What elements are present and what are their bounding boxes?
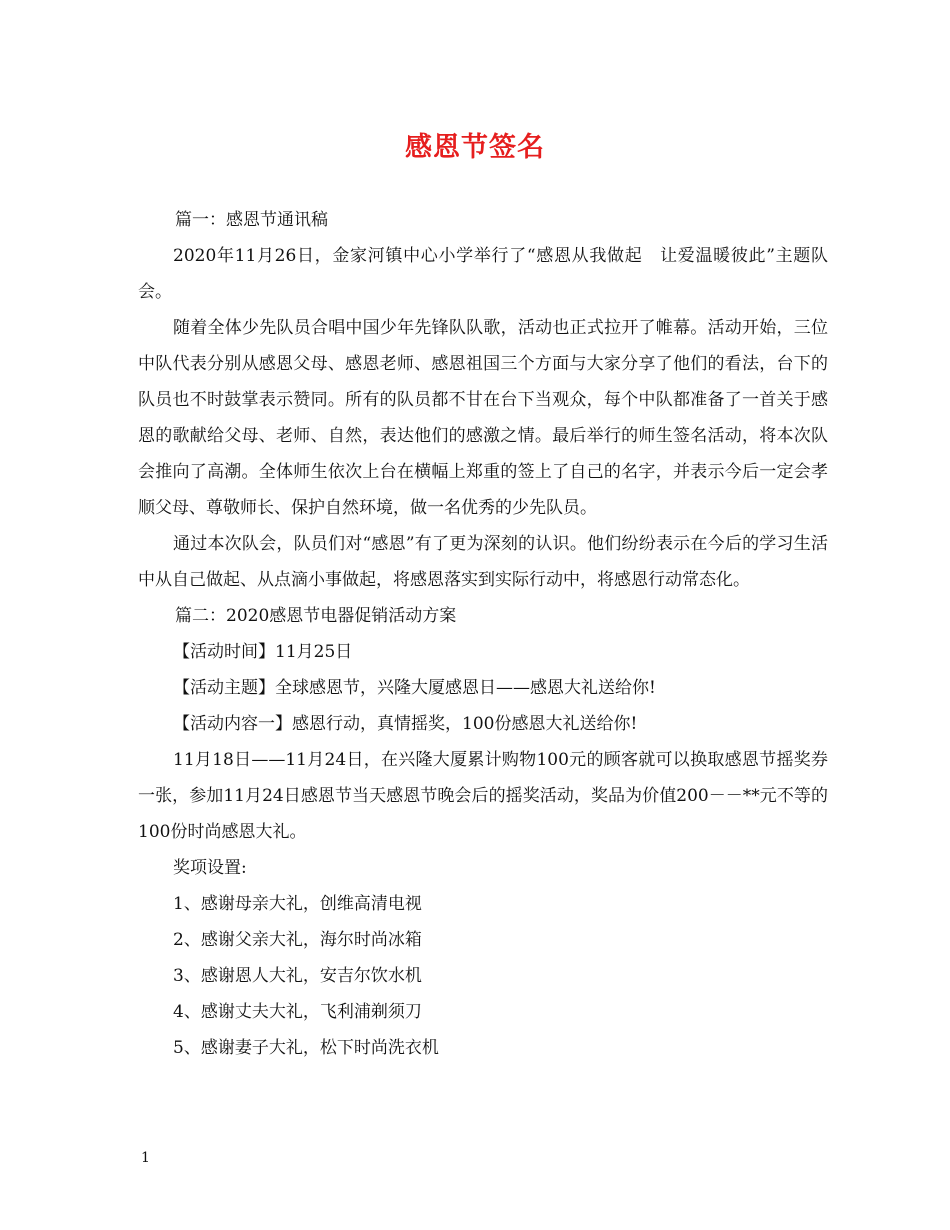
- paragraph: 2020年11月26日，金家河镇中心小学举行了“感恩从我做起 让爱温暖彼此”主题队会。: [138, 246, 828, 302]
- prize-heading: 奖项设置:: [173, 858, 247, 878]
- paragraph: 11月18日——11月24日，在兴隆大厦累计购物100元的顾客就可以换取感恩节摇奖券一张，参加11月24日感恩节当天感恩节晚会后的摇奖活动，奖品为价值200－－**元不等的100份时尚感恩大礼。: [138, 750, 828, 842]
- prize-item: 5、感谢妻子大礼，松下时尚洗衣机: [173, 1038, 439, 1058]
- prize-item: 1、感谢母亲大礼，创维高清电视: [173, 894, 422, 914]
- prize-item: 3、感谢恩人大礼，安吉尔饮水机: [173, 966, 422, 986]
- document-title: 感恩节签名: [405, 132, 545, 163]
- prize-item: 4、感谢丈夫大礼，飞利浦剃须刀: [173, 1002, 422, 1022]
- page-number: 1: [141, 1150, 150, 1166]
- paragraph: 随着全体少先队员合唱中国少年先锋队队歌，活动也正式拉开了帷幕。活动开始，三位中队代表分别从感恩父母、感恩老师、感恩祖国三个方面与大家分享了他们的看法，台下的队员也不时鼓掌表示赞同。所有的队员都不甘在台下当观众，每个中队都准备了一首关于感恩的歌献给父母、老师、自然，表达他们的感激之情。最后举行的师生签名活动，将本次队会推向了高潮。全体师生依次上台在横幅上郑重的签上了自己的名字，并表示今后一定会孝顺父母、尊敬师长、保护自然环境，做一名优秀的少先队员。: [138, 318, 828, 518]
- activity-theme: 【活动主题】全球感恩节，兴隆大厦感恩日——感恩大礼送给你!: [173, 678, 656, 698]
- section-heading-2: 篇二：2020感恩节电器促销活动方案: [175, 606, 457, 626]
- document-body: [138, 202, 828, 1066]
- activity-time: 【活动时间】11月25日: [173, 642, 353, 662]
- activity-content: 【活动内容一】感恩行动，真情摇奖，100份感恩大礼送给你!: [173, 714, 638, 734]
- section-heading-1: 篇一：感恩节通讯稿: [175, 210, 328, 230]
- paragraph: 通过本次队会，队员们对“感恩”有了更为深刻的认识。他们纷纷表示在今后的学习生活中从自己做起、从点滴小事做起，将感恩落实到实际行动中，将感恩行动常态化。: [138, 534, 828, 590]
- prize-item: 2、感谢父亲大礼，海尔时尚冰箱: [173, 930, 422, 950]
